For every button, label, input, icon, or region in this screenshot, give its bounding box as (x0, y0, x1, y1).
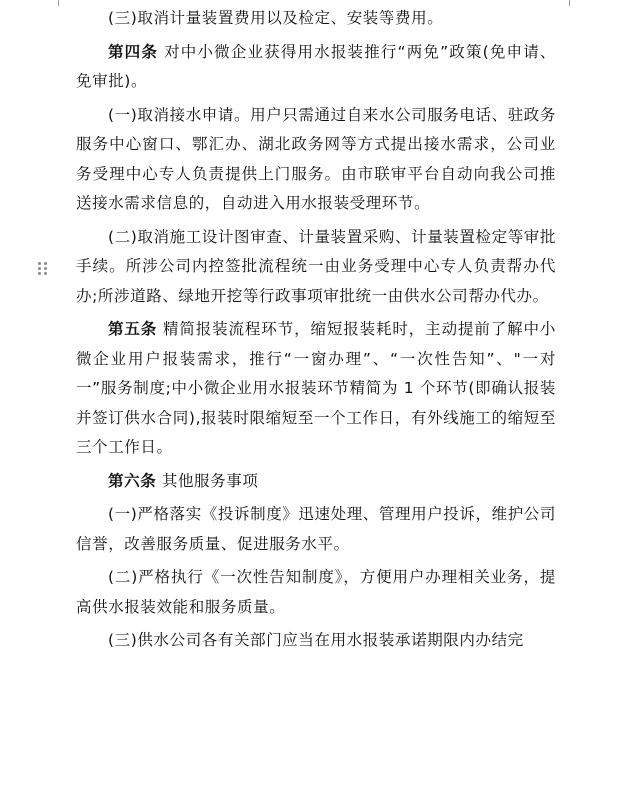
article-heading: 第五条 (108, 320, 158, 338)
paragraph-text: 对中小微企业获得用水报装推行“两免”政策(免申请、免审批)。 (76, 42, 556, 90)
right-margin-marker (569, 0, 570, 6)
paragraph-text: (二)取消施工设计图审查、计量装置采购、计量装置检定等审批手续。所涉公司内控签批流程统一由业务受理中心专人负责帮办代办;所涉道路、绿地开挖等行政事项审批统一由供水公司帮办代办。 (76, 227, 556, 305)
paragraph (76, 101, 556, 219)
article-heading: 第六条 (108, 471, 157, 490)
paragraph-text: 其他服务事项 (156, 471, 259, 490)
paragraph-text: (一)严格落实《投诉制度》迅速处理、管理用户投诉，维护公司信誉，改善服务质量、促进服务水平。 (76, 505, 556, 553)
paragraph (76, 563, 556, 622)
paragraph (76, 626, 556, 656)
paragraph-text: (二)严格执行《一次性告知制度》，方便用户办理相关业务，提高供水报装效能和服务质量。 (76, 568, 556, 616)
paragraph-text: (三)取消计量装置费用以及检定、安装等费用。 (108, 9, 444, 27)
article-heading: 第四条 (108, 42, 159, 61)
paragraph (76, 467, 556, 497)
paragraph (76, 4, 556, 34)
left-margin-marker (58, 0, 59, 6)
paragraph (76, 223, 556, 312)
paragraph-drag-handle-icon[interactable] (38, 262, 48, 276)
paragraph (76, 38, 556, 97)
paragraph (76, 500, 556, 559)
paragraph (76, 315, 556, 463)
document-body[interactable] (76, 4, 556, 660)
paragraph-text: (一)取消接水申请。用户只需通过自来水公司服务电话、驻政务服务中心窗口、鄂汇办、湖北政务网等方式提出接水需求，公司业务受理中心专人负责提供上门服务。由市联审平台自动向我公司推送接水需求信息的，自动进入用水报装受理环节。 (76, 105, 556, 212)
paragraph-text: (三)供水公司各有关部门应当在用水报装承诺期限内办结完 (108, 631, 524, 649)
paragraph-text: 精简报装流程环节，缩短报装耗时，主动提前了解中小微企业用户报装需求，推行“一窗办理”、“一次性告知”、"一对一”服务制度;中小微企业用水报装环节精简为 1 个环节(即确认报装并签订供水合同),报装时限缩短至一个工作日，有外线施工的缩短至三个工作日。 (76, 320, 556, 456)
